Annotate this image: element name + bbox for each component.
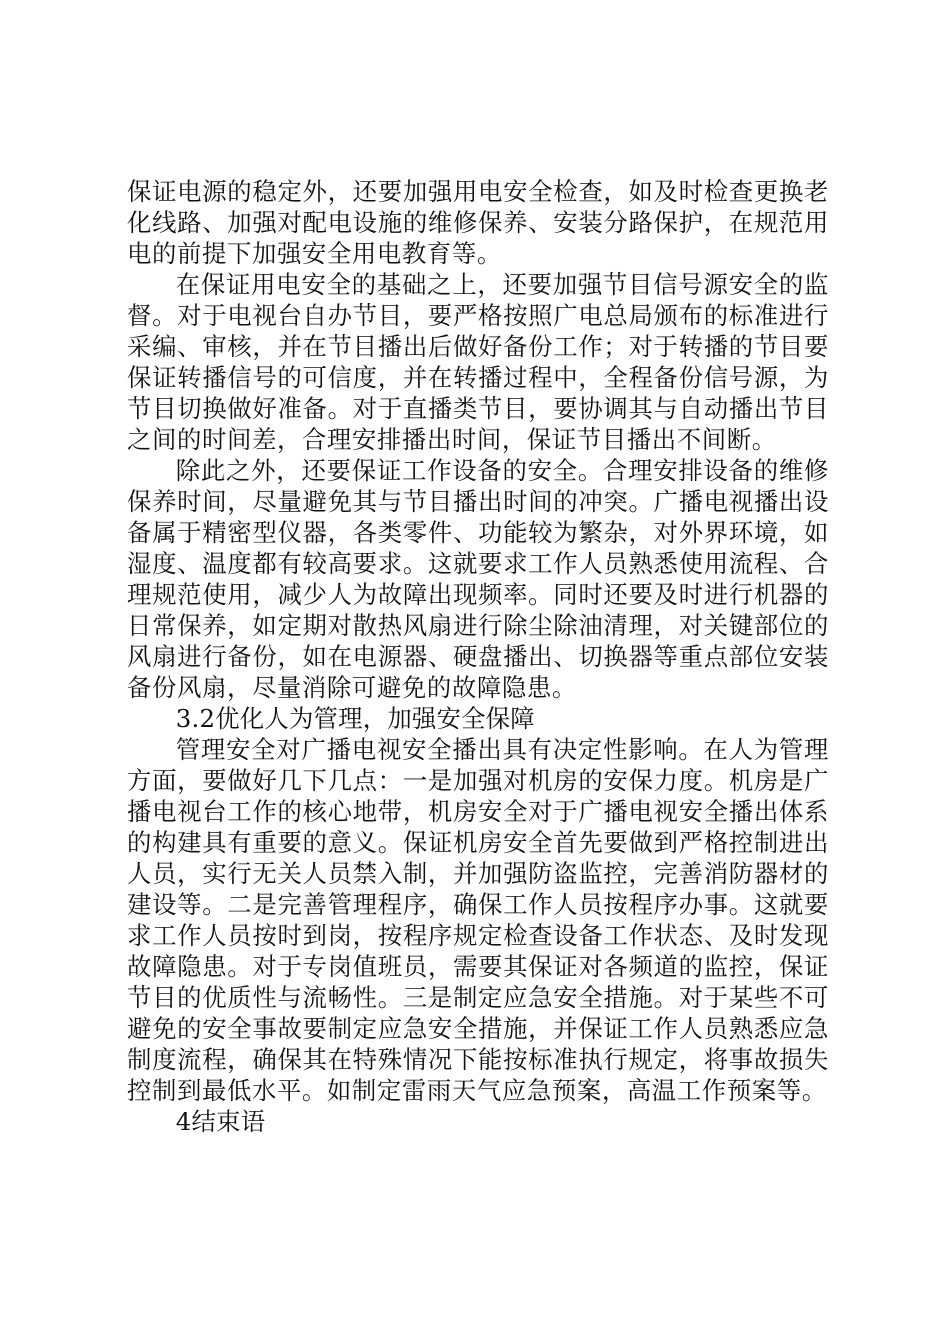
document-body (127, 176, 829, 1137)
paragraph-equipment-safety: 除此之外，还要保证工作设备的安全。合理安排设备的维修保养时间，尽量避免其与节目播出时间的冲突。广播电视播出设备属于精密型仪器，各类零件、功能较为繁杂，对外界环境，如湿度、温度都有较高要求。这就要求工作人员熟悉使用流程、合理规范使用，减少人为故障出现频率。同时还要及时进行机器的日常保养，如定期对散热风扇进行除尘除油清理，对关键部位的风扇进行备份，如在电源器、硬盘播出、切换器等重点部位安装备份风扇，尽量消除可避免的故障隐患。 (127, 456, 829, 702)
section-heading-3-2: 3.2优化人为管理，加强安全保障 (175, 704, 535, 733)
paragraph-signal-source-safety: 在保证用电安全的基础之上，还要加强节目信号源安全的监督。对于电视台自办节目，要严格按照广电总局颁布的标准进行采编、审核，并在节目播出后做好备份工作；对于转播的节目要保证转播信号的可信度，并在转播过程中，全程备份信号源，为节目切换做好准备。对于直播类节目，要协调其与自动播出节目之间的时间差，合理安排播出时间，保证节目播出不间断。 (127, 270, 829, 454)
paragraph-management-safety: 管理安全对广播电视安全播出具有决定性影响。在人为管理方面，要做好几下几点：一是加强对机房的安保力度。机房是广播电视台工作的核心地带，机房安全对于广播电视安全播出体系的构建具有重要的意义。保证机房安全首先要做到严格控制进出人员，实行无关人员禁入制，并加强防盗监控，完善消防器材的建设等。二是完善管理程序，确保工作人员按程序办事。这就要求工作人员按时到岗，按程序规定检查设备工作状态、及时发现故障隐患。对于专岗值班员，需要其保证对各频道的监控，保证节目的优质性与流畅性。三是制定应急安全措施。对于某些不可避免的安全事故要制定应急安全措施，并保证工作人员熟悉应急制度流程，确保其在特殊情况下能按标准执行规定，将事故损失控制到最低水平。如制定雷雨天气应急预案，高温工作预案等。 (127, 735, 829, 1105)
paragraph-power-safety-continued: 保证电源的稳定外，还要加强用电安全检查，如及时检查更换老化线路、加强对配电设施的维修保养、安装分路保护，在规范用电的前提下加强安全用电教育等。 (127, 177, 829, 268)
section-heading-4: 4结束语 (175, 1107, 266, 1136)
